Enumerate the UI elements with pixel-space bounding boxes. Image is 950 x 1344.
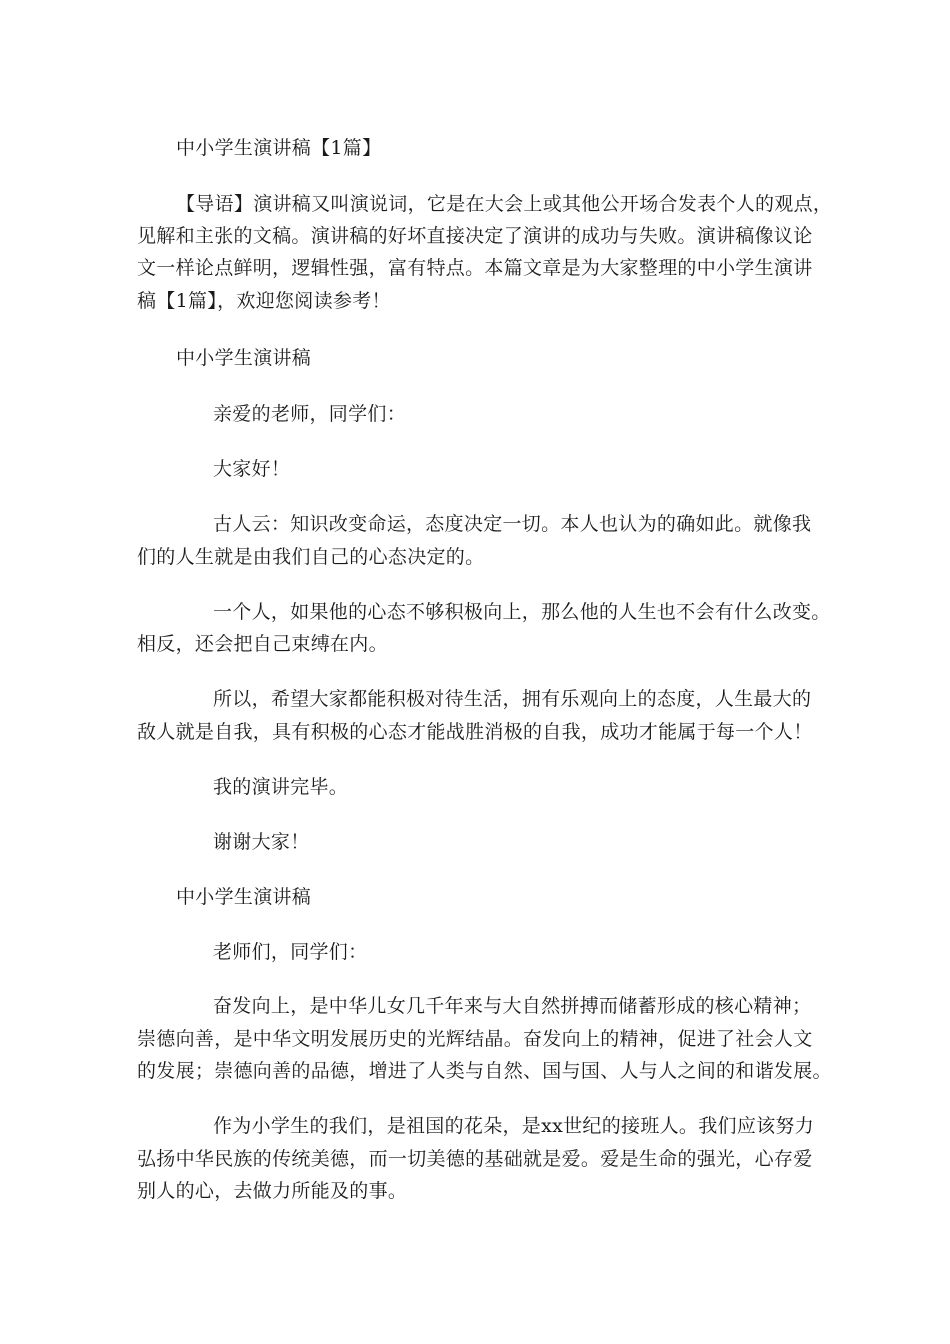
paragraph-line: 相反，还会把自己束缚在内。 [137,633,388,655]
intro-line: 见解和主张的文稿。演讲稿的好坏直接决定了演讲的成功与失败。演讲稿像议论 [137,225,813,247]
paragraph-line: 弘扬中华民族的传统美德，而一切美德的基础就是爱。爱是生命的强光，心存爱 [137,1148,813,1170]
paragraph-line: 别人的心，去做力所能及的事。 [137,1180,408,1202]
paragraph-line: 敌人就是自我，具有积极的心态才能战胜消极的自我，成功才能属于每一个人！ [137,721,813,743]
speech-salutation: 亲爱的老师，同学们： [213,403,407,425]
paragraph-line: 的发展；崇德向善的品德，增进了人类与自然、国与国、人与人之间的和谐发展。 [137,1060,832,1082]
paragraph-line: 作为小学生的我们，是祖国的花朵，是xx世纪的接班人。我们应该努力 [213,1115,815,1137]
paragraph-line: 所以，希望大家都能积极对待生活，拥有乐观向上的态度，人生最大的 [213,688,812,710]
speech-thanks: 谢谢大家！ [213,831,310,853]
speech-closing: 我的演讲完毕。 [213,776,349,798]
intro-line: 【导语】演讲稿又叫演说词，它是在大会上或其他公开场合发表个人的观点， [176,193,833,215]
paragraph-line: 一个人，如果他的心态不够积极向上，那么他的人生也不会有什么改变。 [213,601,831,623]
paragraph-line: 奋发向上，是中华儿女几千年来与大自然拼搏而储蓄形成的核心精神； [213,995,812,1017]
document-title: 中小学生演讲稿【1篇】 [176,137,382,159]
speech-salutation: 老师们，同学们： [213,941,368,963]
speech-heading: 中小学生演讲稿 [176,347,312,369]
paragraph-line: 崇德向善，是中华文明发展历史的光辉结晶。奋发向上的精神，促进了社会人文 [137,1028,813,1050]
speech-greeting: 大家好！ [213,458,291,480]
paragraph-line: 们的人生就是由我们自己的心态决定的。 [137,546,485,568]
intro-line: 文一样论点鲜明，逻辑性强，富有特点。本篇文章是为大家整理的中小学生演讲 [137,257,813,279]
intro-line: 稿【1篇】，欢迎您阅读参考！ [137,290,391,312]
speech-heading: 中小学生演讲稿 [176,886,312,908]
paragraph-line: 古人云：知识改变命运，态度决定一切。本人也认为的确如此。就像我 [213,513,812,535]
